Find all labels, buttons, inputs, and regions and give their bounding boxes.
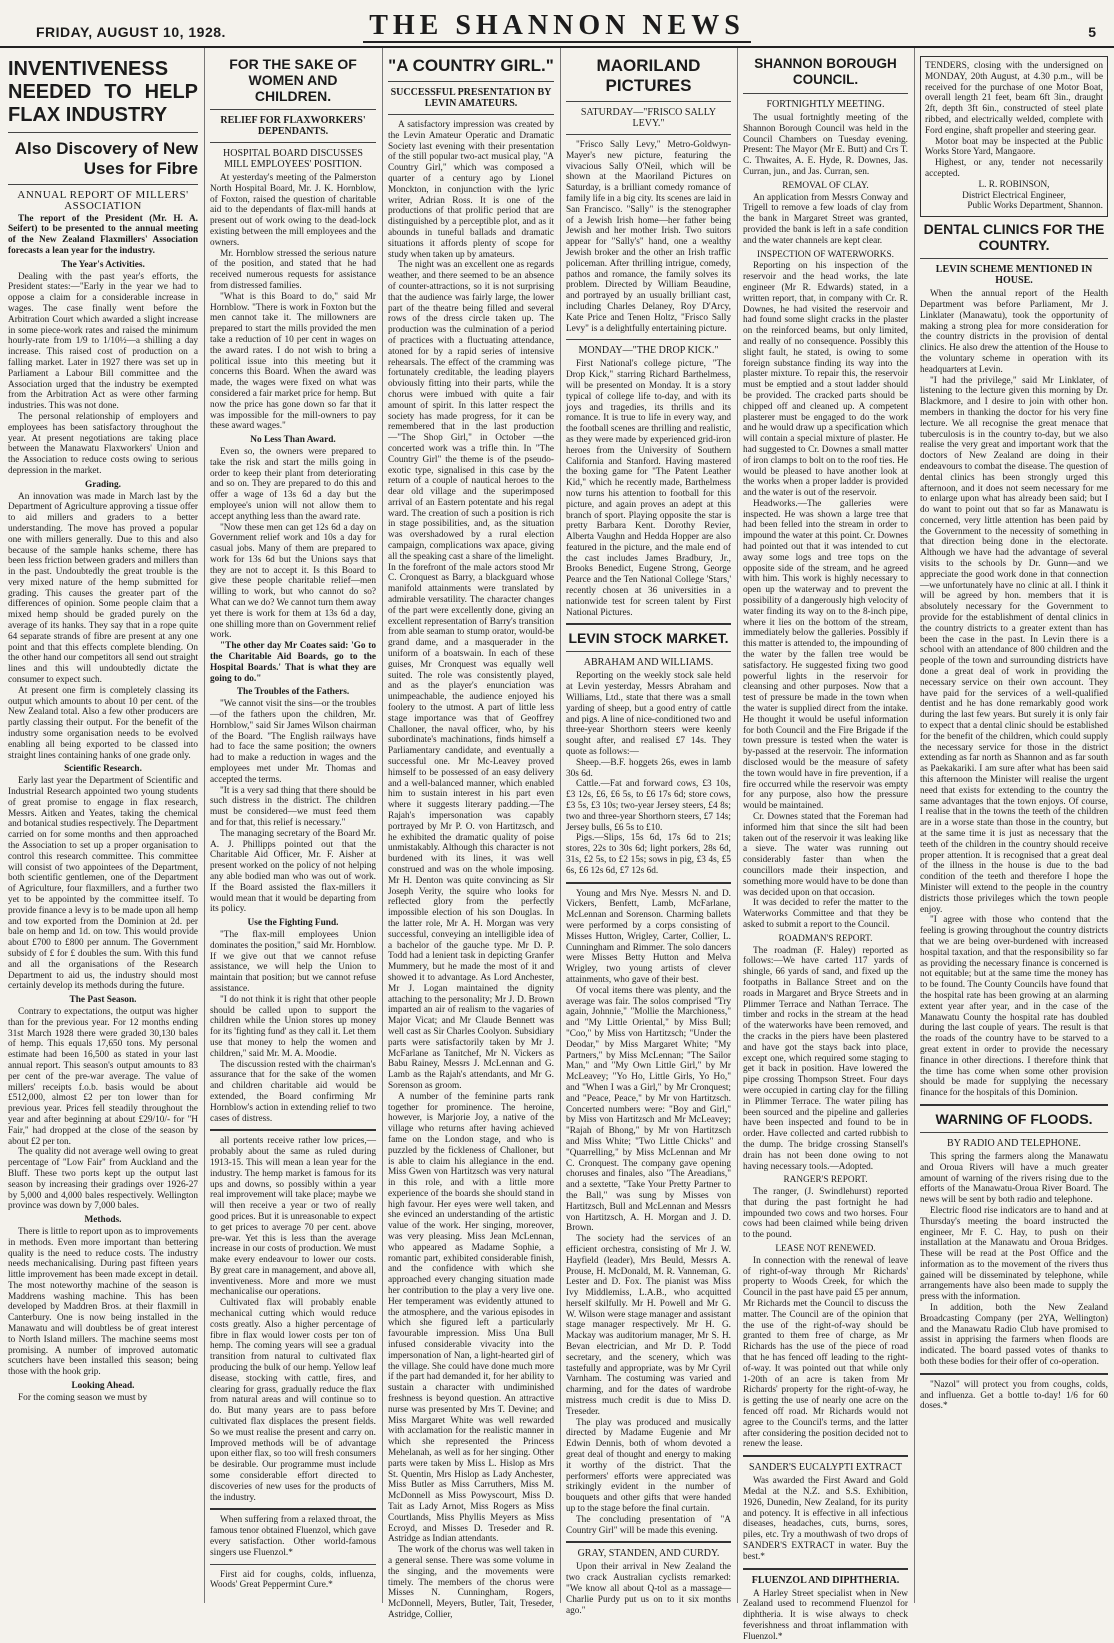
paragraph: Sheep.—B.F. hoggets 26s, ewes in lamb 30s 6d. xyxy=(566,757,731,779)
divider xyxy=(388,81,554,82)
paragraph: First National's college picture, "The Drop Kick," starring Richard Barthelmess, will be presented on Monday. It is a story typical of college life to-day, and with its joys and tragedies, its thrills and its romance. It is true to life in every way, and the football scenes are thrilling and realistic, as they were made by experienced grid-iron heroes from the University of Southern California and Stanford. Having mastered the boxing game for "The Patent Leather Kid," which he recently made, Barthelmess now turns his attention to football for this picture, and again proves an adept at this branch of sport. Playing opposite the star is pretty Barbara Kent. Dorothy Revier, Alberta Vaughn and Hedda Hopper are also featured in the picture, and the male end of the cast includes James Bradbury, Jr., Brooks Benedict, Eugene Strong, George Pearce and the Ten National College 'Stars,' recently chosen at 36 universities in a nationwide test for screen talent by First National Pictures. xyxy=(566,359,731,618)
flax-headline-2: Also Discovery of New Uses for Fibre xyxy=(14,139,198,178)
paragraph: "I agree with those who contend that the feeling is growing throughout the country districts that we are being over-burdened with increased hospital taxation, and that the responsibility so far as providing the necessary finance is concerned is not equitable; but at the same time the money has to be found. The County Councils have found that the hospital rate has been growing at an alarming extent year after year, and in the case of the Manawatu County the hospital rate has doubled during the last couple of years. The result is that the roads of the country have to be starved to a great extent in order to provide the necessary finance in other directions. I therefore think that the time has come when some other provision should be made for supplying the necessary finance for the hospitals of this Dominion. xyxy=(920,915,1108,1099)
paragraph: A satisfactory impression was created by the Levin Amateur Operatic and Dramatic Society last evening with their presentation of the still popular two-act musical play, "A Country Girl," which was composed a quarter of a century ago by Lionel Monckton, in conjunction with the lyric writer, Adrian Ross. It is one of the productions of that prolific period that are distinguished by a perceptible plot, and as it abounds in tuneful ballads and dramatic situations it affords plenty of scope for study when taken up by amateurs. xyxy=(388,120,554,260)
newspaper-title xyxy=(0,10,1114,42)
column-6 xyxy=(920,52,1108,1601)
paragraph: Reporting on the weekly stock sale held at Levin yesterday, Messrs Abraham and Williams, Ltd., state that there was a small yarding of sheep, but a good entry of cattle and pigs. A line of nice-conditioned two and three-year Shorthorn steers were keenly sought after, and realised £7 14s. They quote as follows:— xyxy=(566,671,731,758)
divider xyxy=(743,1568,908,1570)
column-rule xyxy=(914,48,915,1603)
side-heading: Methods. xyxy=(84,1215,122,1226)
paragraph: Early last year the Department of Scientific and Industrial Research appointed two young students of great promise to engage in flax research, Messrs. Aitken and Yeates, taking the chemical and botanical studies respectively. The Department carried on for some months and then approached the Association to set up a proper organisation to control this research committee. This committee will consist of two appointees of the Department, both scientific gentlemen, one of the Department of Agriculture, four flaxmillers, and a further two yet to be appointed by the committee itself. To provide finance a levy is to be made upon all hemp and tow exported from the Dominion at 2d. per bale on hemp and 1d. on tow. This would provide about £700 to £800 per annum. The Government subsidy of £ for £ doubles the sum. With this fund and all the organisations of the Research Department to aid us, the industry should most certainly develop its methods during the future. xyxy=(8,776,199,992)
tender-text: Motor boat may be inspected at the Public Works Store Yard, Mangaore. xyxy=(925,136,1103,158)
paragraph: Cattle.—Fat and forward cows, £3 10s, £3 12s, £6, £6 5s, to £6 17s 6d; store cows, £3 5s, £3 10s; two-year Jersey steers, £4 8s; two and three-year Shorthorn steers, £7 14s; Jersey bulls, £6 5s to £10. xyxy=(566,779,731,833)
column-4 xyxy=(566,52,731,1616)
divider xyxy=(743,1455,908,1457)
divider xyxy=(210,1564,376,1565)
column-rule xyxy=(560,48,561,1603)
paragraph: "I do not think it is right that other people should be called upon to support the children while the Union stores up money for its 'fighting fund' as they call it. Let them use that money to help the women and children," said Mr. M. A. Moodie. xyxy=(210,994,377,1059)
side-heading: ROADMAN'S REPORT. xyxy=(778,933,873,944)
divider xyxy=(566,134,731,135)
paragraph: all portents receive rather low prices,—probably about the same as ruled during 1913-15. This will mean a lean year for the industry. The hemp market is famous for its ups and downs, so possibly within a year real improvement will take place; maybe we will then receive a year or two of really good prices. But it is unreasonable to expect to get prices to average 70 per cent. above pre-war. Yet this is less than the average increase in our costs of production. We must make every endeavour to lower our costs. By great care in management, and above all, inventiveness. More and more we must mechanicalise our operations. xyxy=(210,1136,376,1298)
column-3 xyxy=(388,52,554,1620)
paragraph: The concluding presentation of "A Country Girl" will be made this evening. xyxy=(566,1514,731,1536)
deck-heading: FORTNIGHTLY MEETING. xyxy=(766,99,885,110)
paragraph: Cr. Downes stated that the Foreman had informed him that since the silt had been taken out of the reservoir it was leaking like a sieve. The water was running out considerably faster than when the councillors made their inspection, and something more would have to be done than was decided upon on that occasion. xyxy=(743,812,908,898)
paragraph: The discussion rested with the chairman's assurance that for the sake of the women and children charitable aid would be extended, the Board confirming Mr Hornblow's action in extending relief to two cases of distress. xyxy=(210,1059,376,1124)
paragraph: An application from Messrs Conway and Trigell to remove a few loads of clay from the bank in Margaret Street was granted, provided the bank is left in a safe condition and the water channels are kept clear. xyxy=(743,192,908,246)
deck-heading: RELIEF FOR FLAXWORKERS' DEPENDANTS. xyxy=(220,115,366,137)
country-girl-headline: "A COUNTRY GIRL." xyxy=(388,56,554,75)
side-heading: INSPECTION OF WATERWORKS. xyxy=(757,249,894,260)
divider xyxy=(920,258,1108,259)
tender-signature: L. R. ROBINSON, xyxy=(978,179,1050,190)
side-heading: RANGER'S REPORT. xyxy=(783,1175,868,1186)
paragraph: There is little to report upon as to improvements in methods. Even more important than bettering quality is the need to reduce costs. The industry needs mechanicalising. During past fifteen years little improvement has been made except in detail. The most noteworthy machine of the season is Maddrens washing machine. This has been developed by Maddren Bros. at their flaxmill in Canterbury. One is now being installed in the Manawatu and will doubtless be of great interest to North Island millers. The machine seems most promising. A number of improved automatic scutchers have been installed this season; being those with the hook grip. xyxy=(8,1226,198,1378)
side-heading: No Less Than Award. xyxy=(250,435,336,446)
borough-council-headline: SHANNON BOROUGH COUNCIL. xyxy=(754,56,897,87)
divider xyxy=(210,1129,376,1131)
side-heading: REMOVAL OF CLAY. xyxy=(782,180,869,191)
paragraph: A number of the feminine parts rank together for prominence. The heroine, however, is Marjorie Joy, a native of the village who returns after having achieved fame on the London stage, and who is puzzled by the fickleness of Challoner, but is able to claim his allegiance in the end. Miss Gwen von Hartitzsch was very natural in this role, and with a little more experience of the boards she should stand in high favour. Her eyes were well taken, and she evinced an understanding of the artistic value of the work. Her singing, moreover, was very pleasing. Miss Jean McLennan, who appeared as Madame Sophie, a romantic part, exhibited considerable finish, and the confidence with which she approached every changing situation made her contribution to the play a very live one. Her temperament was evidently attuned to the atmosphere, and the various episodes in which she figured left a particularly favourable impression. Miss Una Bull infused considerable vivacity into the impersonation of Nan, a light-hearted girl of the village. She could have done much more if the part had demanded it, for her ability to sustain a character with undiminished freshness is beyond question. An attractive nurse was presented by Mrs T. Devine; and Miss Margaret White was well rewarded with acclamation for the realistic manner in which she represented the Princess Mehelanah, as well as for her singing. Other parts were taken by Miss L. Hislop as Mrs St. Quentin, Mrs Hislop as Lady Anchester, Miss Butler as Miss Carruthers, Miss M. McDonnell as Miss Powyscourt, Miss D. Tait as Lady Arnot, Miss Rogers as Miss Courtlands, Miss Phyllis Meyers as Miss Ecroyd, and Misses D. Treseder and R. Astridge as Indian attendants. xyxy=(388,1091,554,1545)
paragraph: "The flax-mill employees Union dominates the position," said Mr. Hornblow. If we give out that we cannot refuse assistance, we will help the Union to maintain that position; but we cannot refuse assistance. xyxy=(210,929,376,994)
deck-heading: ABRAHAM AND WILLIAMS. xyxy=(583,657,714,669)
paragraph: "What is this Board to do," said Mr Hornblow. "There is work in Foxton but the men cannot take it. The millowners are prepared to start the mills provided the men take a reduction of 10 per cent in wages on the award rates. I do not wish to bring a political issue into this meeting but it concerns this Board. When the award was made, the wages were fixed on what was considered a fair market price for hemp. But now the price has gone down so far that it was impossible for the mill-owners to pay these award wages." xyxy=(210,291,376,432)
paragraph: At yesterday's meeting of the Palmerston North Hospital Board, Mr. J. K. Hornblow, of Foxton, raised the question of charitable aid to the dependants of flax-mill hands at present out of work owing to the dead-lock existing between the mill employees and the owners. xyxy=(210,173,376,248)
divider xyxy=(566,623,731,625)
dental-clinics-headline: DENTAL CLINICS FOR THE COUNTRY. xyxy=(923,221,1105,254)
tender-signature: District Electrical Engineer, xyxy=(962,190,1066,201)
paragraph: This spring the farmers along the Manawatu and Oroua Rivers will have a much greater amount of warning of the rivers rising due to the efforts of the Manawatu-Oroua River Board. The news will be sent by both radio and telephone. xyxy=(920,1151,1108,1206)
paragraph: "I had the privilege," said Mr Linklater, of listening to the lecture given this morning by Dr. Blackmore, and I desire to join with other hon. members in thanking the doctor for his very fine lecture. We all recognise the great menace that tuberculosis is in the country to-day, but we also realise the very great and important work that the doctors of New Zealand are doing in their endeavours to combat the disease. The question of dental clinics has been strongly urged this afternoon, and it does not seem necessary for me to enlarge upon what has already been said; but I do want to point out that so far as Manawatu is concerned, very little attention has been paid by the Government to the necessity of something in that direction being done in the electorate. Although we have had the advantage of several visits to the schools by Dr. Gunn—and we appreciate the good work done in that connection—we unfortunately have no clinic at all. I think it will be agreed by hon. members that it is absolutely necessary for the Government to provide for the establishment of dental clinics in the country districts to a greater extent than has been the case in the past. In Levin there is a school with an attendance of 800 children and the people of the town and surrounding districts have done a great deal of work in providing the necessary service on their own account. They have paid for the services of a well-qualified dentist and he has done remarkably good work during the last few years. But surely it is only fair to expect that a dental clinic should be established for the benefit of the children, which could supply the necessary service for those in the district extending as far north as Shannon and as far south as Paekakariki. I am sure after what has been said this afternoon the Minister will realise the urgent need that exists for extending to the country the same advantages that the town enjoys. Of course, I realise that in the towns the teeth of the children are in a worse state than those in the country, but at the same time it is just as necessary that the teeth of the children in the country should receive proper attention. It is recognised that a great deal of the illness in the house is due to the bad condition of the teeth and therefore I hope the Minister will extend to the people in the country districts those privileges which the town people enjoy. xyxy=(920,375,1108,915)
column-rule xyxy=(382,48,383,1603)
divider xyxy=(8,132,198,133)
paragraph: Young and Mrs Nye. Messrs N. and D. Vickers, Benfett, Lamb, McFarlane, McLennan and Sorenson. Charming ballets were performed by a corps consisting of Misses Hutton, Wrigley, Carter, Collier, L. Cunningham and Rimmer. The solo dancers were Misses Betty Hutton and Melva Wrigley, two young artists of clever attainments, who gave of their best. xyxy=(566,888,731,985)
paragraph: The usual fortnightly meeting of the Shannon Borough Council was held in the Council Chambers on Tuesday evening. Present: The Mayor (Mr E. Butt) and Crs T. C. Thwaites, A. E. Hyde, R. Downes, Jas. Curran, jun., and Jas. Curran, sen. xyxy=(743,113,908,177)
divider xyxy=(388,114,554,115)
flax-subhead: ANNUAL REPORT OF MILLERS' ASSOCIATION xyxy=(17,189,189,212)
divider xyxy=(566,1541,731,1543)
paragraph: The work of the chorus was well taken in a general sense. There was some volume in the singing, and the movements were timely. The members of the chorus were Misses N. Cunningham, Rogers, McDonnell, Meyers, Butler, Tait, Treseder, Astridge, Collier, xyxy=(388,1545,554,1620)
paragraph: In connection with the renewal of leave of right-of-way through Mr Richards' property to Woods Creek, for which the Council in the past have paid £5 per annum, Mr Richards met the Council to discuss the matter. The Council are of the opinion that the use of the right-of-way should be granted to them free of charge, as Mr Richards has the use of the piece of road that he has fenced off leading to the right-of-way. It was pointed out that while only 1-20th of an acre is taken from Mr Richards' property for the right-of-way, he is getting the use of nearly one acre on the fenced off road. Mr Richards would not agree to the Council's terms, and the latter after considering the position decided not to renew the lease. xyxy=(743,1255,908,1450)
paragraph: "It is a very sad thing that there should be such distress in the district. The children must be considered—we must feed them and for that, this relief is necessary." xyxy=(210,785,376,829)
divider xyxy=(566,101,731,102)
divider xyxy=(920,1373,1108,1375)
paragraph: Of vocal items there was plenty, and the average was fair. The solos comprised "Try again, Johnnie," "Mollie the Marchioness," and "My Little Oriental," by Miss Bull; "Coo," by Miss von Hartitzsch; "Under the Deodar," by Miss Margaret White; "My Partners," by Miss McLennan; "The Sailor Man," and "My Own Little Girl," by Mr McLeavey; "Yo Ho, Little Girls, Yo Ho," and "When I was a Girl," by Mr Cronquest; and "Peace, Peace," by Mr von Hartitzsch. Concerted numbers were: "Boy and Girl," by Miss von Hartitzsch and Mr McLeavey; "Rajah of Bhong," by Mr von Hartitzsch and Miss White; "Two Little Chicks" and "Quarrelling," by Miss McLennan and Mr C. Cronquest. The company gave opening choruses and finales, also "The Areadians," and a sextette, "Take Your Pretty Partner to the Ball," was sung by Misses von Hartitzsch, Bull and McLennan and Messrs von Hartitzsch, A. H. Morgan and J. D. Brown. xyxy=(566,985,731,1234)
paragraph: The ranger, (J. Swindlehurst) reported that during the past fortnight he had impounded two cows and two horses. Four cows had been claimed while being driven to the pound. xyxy=(743,1187,908,1241)
tender-text: Highest, or any, tender not necessarily accepted. xyxy=(925,158,1103,179)
paragraph: Reporting on his inspection of the reservoir and the head works, the late engineer (Mr R. Edwards) stated, in a written report, that, in company with Cr. R. Downes, he had visited the reservoir and had found some slight cracks in the plaster on the reinforced beams, but only limited, and really of no consequence. Possibly this slight fault, he stated, is owing to some foreign substance finding its way into the plaster mixture. To repair this, the reservoir must be emptied and a stout ladder should be provided. The cracked parts should be chipped off and cleaned up. A competent plasterer must be engaged to do the work and he would draw up a specification which will contain a special mixture of plaster. He had suggested to Cr. Downes a small matter of iron clamps to bolt on to the roof ties. He would be pleased to have another look at the works when a proper ladder is provided and the water is out of the reservoir. xyxy=(743,261,908,499)
paragraph: Cultivated flax will probably enable mechanical cutting which would reduce costs greatly. Also a higher percentage of fibre in flax would lower costs per ton of hemp. The coming years will see a gradual transition from natural to cultivated flax producing the bulk of our hemp. Yellow leaf disease, stocking with cattle, fires, and clearing for grass, gradually reduce the flax from natural areas and will continue so to do. But many years are to pass before cultivated flax displaces the present fields. So we must realise the present and carry on. Improved methods will be of advantage upon either flax, so too will fresh consumers be desirable. Our programme must include some considerable effort directed to discoveries of new uses for the products of the industry. xyxy=(210,1298,376,1503)
paragraph: Was awarded the First Award and Gold Medal at the N.Z. and S.S. Exhibition, 1926, Dunedin, New Zealand, for its purity and potency. It is effective in all infectious diseases, headaches, cuts, burns, sores, piles, etc. Try a mouthwash of two drops of SANDER'S EXTRACT in water. Buy the best.* xyxy=(743,1476,908,1562)
column-rule xyxy=(737,48,738,1603)
paragraph: When the annual report of the Health Department was before Parliament, Mr J. Linklater (Manawatu), took the opportunity of making a strong plea for more consideration for the country districts in the provision of dental clinics. He also drew the attention of the House to the voluntary scheme in operation with its headquarters at Levin. xyxy=(920,289,1108,375)
divider xyxy=(210,142,376,143)
paragraph: Headworks.—The galleries were inspected. He was shown a large tree that had been felled into the stream in order to impound the water at this point. Cr. Downes had pointed out that it was intended to cut away some logs and tree tops on the opposite side of the stream, and he agreed with him. This work is highly necessary to open up the waterway and to prevent the possibility of a dangerously high velocity of water finding its way on to the 8-inch pipe, where it lies on the bottom of the stream, immediately below the galleries. Possibly if this matter is attended to, the impounding of the water by the fallen tree would be satisfactory. He suggested fixing two good powerful lights in the reservoir for cleansing and other purposes. Now that a test of pressure be made in the town when the water is supplied direct from the intake. He thought it would be useful information for both Council and the Fire Brigade if the town pressure is tested when the water is by-passed at the reservoir. The information disclosed would be the measure of safety the town would have in fire prevention, if a fire occurred while the reservoir was empty for any purpose, also how the pressure would be maintained. xyxy=(743,498,908,812)
column-5 xyxy=(743,52,908,1642)
floods-headline: WARNING OF FLOODS. xyxy=(935,1110,1093,1127)
side-heading: Scientific Research. xyxy=(64,764,142,775)
side-heading: Grading. xyxy=(85,479,121,490)
peppermint-cure-ad: First aid for coughs, colds, influenza, Woods' Great Peppermint Cure.* xyxy=(210,1569,376,1591)
deck-heading: BY RADIO AND TELEPHONE. xyxy=(947,1137,1081,1149)
side-heading: Use the Fighting Fund. xyxy=(247,918,339,929)
eucalypti-headline: SANDER'S EUCALYPTI EXTRACT xyxy=(748,1462,903,1474)
paragraph: "Now these men can get 12s 6d a day on Government relief work and 10s a day for casual jobs. Many of them are prepared to work for 13s 6d but the Unions says that they are not to accept it. Is this Board to give these people charitable relief—men willing to work, but who cannot do so? What can we do? We cannot turn them away yet there is work for them at 13s 6d a day, one shilling more than on Government relief work. xyxy=(210,522,376,641)
paragraph: In addition, both the New Zealand Broadcasting Company (per 2YA, Wellington) and the Manawatu Radio Club have promised to assist in apprising the farmers when floods are indicated. The board passed votes of thanks to both these bodies for their offer of co-operation. xyxy=(920,1303,1108,1368)
paragraph: Electric flood rise indicators are to hand and at Thursday's meeting the board instructed the engineer, Mr F. C. Hay, to push on their installation at the Manawatu and Oroua Bridges. These will be read at the Post Office and the information as to the movement of the rivers thus gained will be disseminated by telephone, while arrangements have also been made to supply the press with the information. xyxy=(920,1205,1108,1303)
paragraph: "We cannot visit the sins—or the troubles—of the fathers upon the children, Mr. Hornblow," said Sir James Wilson chairman of the Board. "The English railways have had to face the same position; the owners had to make a reduction in wages and the employees met under Mr. Thomas and accepted the terms. xyxy=(210,699,376,785)
paragraph: Dealing with the past year's efforts, the President states:—"Early in the year we had to oppose a claim for a considerable increase in wages. The case finally went before the Arbitration Court which awarded a slight increase in some piece-work rates and raised the minimum hourly-rate from 1/9 to 1/10½—a shilling a day increase. This raised cost of production on a falling market. Later in 1927 there was set up in Parliament a Labour Bill committee and the Association urged that the industry be exempted from the Arbitration Act as were other farming industries. This was not done. xyxy=(8,271,198,412)
paragraph: "Frisco Sally Levy," Metro-Goldwyn-Mayer's new picture, featuring the vivacious Sally O'Neil, which will be shown at the Maoriland Pictures on Saturday, is a brilliant comedy romance of family life in a big city. Its scenes are laid in San Francisco. "Sally" is the stenographer of a Jewish Irish home—her father being Jewish and her mother Irish. Two suitors appear for "Sally's" hand, one a wealthy Jewish broker and the other an Irish traffic policeman. After thrilling intrigue, comedy, pathos and romance, the family solves its problem. Directed by William Beaudine, and portrayed by an usually brilliant cast, including Charles Delaney, Roy D'Arcy, Kate Price and Tenen Holtz, "Frisco Sally Levy" is a delightfully entertaining picture. xyxy=(566,140,731,334)
paragraph: Upon their arrival in New Zealand the two crack Australian cyclists remarked: "We know all about Q-tol as a massage—Charlie Purdy put us on to it six months ago." xyxy=(566,1562,731,1616)
cyclists-headline: GRAY, STANDEN, AND CURDY. xyxy=(577,1548,720,1560)
paragraph: Mr. Hornblow stressed the serious nature of the position, and stated that he had received numerous requests for assistance from distressed families. xyxy=(210,248,376,291)
side-heading: Looking Ahead. xyxy=(71,1381,135,1392)
divider xyxy=(8,184,198,185)
divider xyxy=(920,1104,1108,1106)
divider xyxy=(743,93,908,94)
deck-heading: SATURDAY—"FRISCO SALLY LEVY." xyxy=(580,107,717,129)
tender-text: TENDERS, closing with the undersigned on MONDAY, 20th August, at 4.30 p.m., will be received for the purchase of one Motor Boat, overall length 21 feet, beam 6ft 3in., draught 2ft, depth 3ft 6in., constructed of steel plate ribbed, and electrically welded, complete with Ford engine, shaft propeller and steering gear. xyxy=(925,61,1103,136)
paragraph: The society had the services of an efficient orchestra, consisting of Mr J. W. Hayfield (leader), Mrs Beuld, Messrs A. Prouse, H. McDonald, M. R. Vanneman, G. Lester and D. Fox. The pianist was Miss Ivy Middlemiss, L.A.B., who acquitted herself skilfully. Mr H. Powell and Mr G. W. Wilson were stage manager and assistant stage manager respectively. Mr H. G. Mackay was auditorium manager, Mr S. H. Bevan electrician, and Mr D. P. Todd secretary, and the scenery, which was tastefully and appropriate, was by Mr Cyril Varnham. The costuming was varied and charming, and for the dates of wardrobe mistress much credit is due to Miss D. Treseder. xyxy=(566,1234,731,1417)
paragraph: The managing secretary of the Board Mr. A. J. Phillipps pointed out that the Charitable Aid Officer, Mr. F. Aisher at present worked on the policy of not helping any able bodied man who was out of work. If the Board assisted the flax-millers it would mean that it would be departing from its policy. xyxy=(210,828,376,915)
fluenzol-headline: FLUENZOL AND DIPHTHERIA. xyxy=(751,1574,900,1586)
tender-signature: Public Works Department, Shannon. xyxy=(967,201,1103,212)
divider xyxy=(210,109,376,110)
paragraph: Even so, the owners were prepared to take the risk and start the mills going in order to keep their plant from deteriorating and so on. They are prepared to do this and offer a wage of 13s 6d a day but the employee's union will not allow them to accept anything less than the award rate. xyxy=(210,446,376,522)
divider xyxy=(566,339,731,340)
flax-headline: INVENTIVENESS NEEDED TO HELP FLAX INDUSTRY xyxy=(8,58,198,126)
newspaper-title-text: THE SHANNON NEWS xyxy=(363,10,751,43)
deck-heading: MONDAY—"THE DROP KICK." xyxy=(578,345,719,357)
side-heading: The Past Season. xyxy=(69,995,137,1006)
divider xyxy=(566,882,731,884)
maoriland-headline: MAORILAND PICTURES xyxy=(596,56,701,95)
paragraph: At present one firm is completely classing its output which amounts to about 10 per cent. of the New Zealand total. Also a few other producers are partly classing their output. For the benefit of the industry some organisation needs to be evolved enabling all being exported to be classed into straight lines containing hanks of one grade only. xyxy=(8,685,198,761)
fluenzol-ad: When suffering from a relaxed throat, the famous tenor obtained Fluenzol, which gave every satisfaction. Other world-famous singers use Fluenzol.* xyxy=(210,1515,376,1558)
paragraph: An innovation was made in March last by the Department of Agriculture approving a tissue offer to aid millers and graders to a better understanding. The move has proved a popular one with millers generally. Due to this and also because of the sample hanks scheme, there has been less friction between graders and millers than in the past. Undoubtedly the great trouble is the very mixed nature of the hemp submitted for grading. This causes the greater part of the differences of opinion. Some people claim that a mixed hemp should be graded purely on the average of its hanks. They say that in a rope quite 64 separate strands of fibre are present at any one point and that this effects complete blending. On the other hand our competitors all send out straight lines and this will undoubtedly dictate the consumer to expect such. xyxy=(8,491,198,686)
divider xyxy=(566,651,731,652)
side-heading: The Year's Activities. xyxy=(61,259,145,270)
paragraph: A Harley Street specialist when in New Zealand used to recommend Fluenzol for diphtheria. It is wise always to check feverishness and throat inflammation with Fluenzol.* xyxy=(743,1588,908,1642)
paragraph: "The other day Mr Coates said: 'Go to the Charitable Aid Boards, go to the Hospital Boards.' That is what they are going to do." xyxy=(210,641,376,684)
column-1 xyxy=(8,52,198,1601)
deck-heading: SUCCESSFUL PRESENTATION BY LEVIN AMATEURS. xyxy=(390,87,552,109)
paragraph: The quality did not average well owing to great percentage of "Low Fair" from Auckland and the Bluff. These two ports kept up the output last season by increasing their gradings over 1926-27 by 5,000 and 4,000 bales respectively. Wellington province was down by 7,000 bales. xyxy=(8,1147,198,1212)
paragraph: The play was produced and musically directed by Madame Eugenie and Mr Edwin Dennis, both of whom devoted a great deal of thought and energy to making it worthy of the district. That the performers' efforts were appreciated was strikingly evident in the number of bouquets and other gifts that were handed up to the stage before the final curtain. xyxy=(566,1417,731,1515)
side-heading: LEASE NOT RENEWED. xyxy=(775,1244,876,1255)
side-heading: The Troubles of the Fathers. xyxy=(236,687,350,698)
page-number: 5 xyxy=(1088,24,1096,40)
issue-date: FRIDAY, AUGUST 10, 1928. xyxy=(36,24,226,40)
masthead xyxy=(0,0,1114,48)
women-children-headline: FOR THE SAKE OF WOMEN AND CHILDREN. xyxy=(229,56,357,104)
paragraph: Pigs.—Slips, 15s 6d, 17s 6d to 21s; stores, 22s to 30s 6d; light porkers, 28s 6d, 31s, £2 5s, to £2 15s; sows in pig, £3 4s, £5 6s, £6 12s 6d, £7 12s 6d. xyxy=(566,833,731,876)
flax-lead: The report of the President (Mr. H. A. Seifert) to be presented to the annual meeting of the New Zealand Flaxmillers' Association forecasts a lean year for the industry. xyxy=(8,213,198,256)
tender-advert xyxy=(920,56,1108,217)
divider xyxy=(920,1132,1108,1133)
deck-heading: HOSPITAL BOARD DISCUSSES MILL EMPLOYEES' POSITION. xyxy=(223,148,363,170)
paragraph: For the coming season we must by xyxy=(18,1392,148,1403)
paragraph: It was decided to refer the matter to the Waterworks Committee and that they be asked to submit a report to the Council. xyxy=(743,898,908,930)
nazol-ad: "Nazol" will protect you from coughs, colds, and influenza. Get a bottle to-day! 1/6 for 60 doses.* xyxy=(920,1379,1108,1412)
divider xyxy=(210,1508,376,1510)
stock-market-headline: LEVIN STOCK MARKET. xyxy=(568,630,729,647)
deck-heading: LEVIN SCHEME MENTIONED IN HOUSE. xyxy=(935,264,1093,287)
column-2 xyxy=(210,52,376,1601)
column-rule xyxy=(204,48,205,1603)
paragraph: The night was an excellent one as regards weather, and there seemed to be an absence of counter-attractions, so it is not surprising that the audience was fairly large, the lower part of the theatre being filled and several rows of the dress circle taken up. The production was the culmination of a period of practices with a fluctuating attendance, atoned for by a rapid series of intensive rehearsals. The effect of the cramming was fortunately creditable, the leading players obviously fitting into their parts, while the chorus were imbued with quite a fair amount of spirit. In this latter respect the society has made progress, for it can be remembered that in the last production—"The Shop Girl," in October —the concerted work was a trifle thin. In "The Country Girl" the theme is of the pseudo-exotic type, signalised in this case by the return of a couple of nautical heroes to the dear old village and the superimposed arrival of an Eastern potentate and his regal ward. The creation of such a position is rich in stage possibilities, and, as the situation was overshadowed by a rural election campaign, complications wax apace, giving all the speaking cast a share of the limelight. In the forefront of the male actors stood Mr C. Cronquest as Barry, a blackguard whose manifold attainments were translated by admirable versatility. The character changes of the part were excellently done, giving an excellent representation of Barry's transition from able seaman to stump orator, would-be grand dame, and a masquerader in the uniform of a boatswain. In each of these guises, Mr Cronquest was equally well suited. The role was consistently played, and as the player's enunciation was unimpeachable, the audience enjoyed his foolery to the utmost. A part of little less stage importance was that of Geoffrey Challoner, the naval officer, who, by his subordinate's machinations, finds himself a Parliamentary candidate, and eventually a successful one. Mr Mc-Leavey proved himself to be possessed of an easy delivery and a well-balanced manner, which enabled him to sustain interest in his part even where it suggests literary padding.—The Rajah's impersonation was capably portrayed by Mr P. O. von Hartitzsch, and he exhibited the dramatic quality of poise unmistakably. Although this character is not burdened with its lines, it was well construed and was on the whole imposing. Mr H. Denton was quite convincing as Sir Joseph Verity, the squire who looks for reflected glory from the perfectly impossible election of his son Douglas. In the latter role, Mr A. H. Morgan was very successful, conveying an intelligible idea of a bachelor of the gauche type. Mr D. P. Todd had a lenient task in depicting Granfer Mummery, but he made the most of it and showed it to advantage. As Lord Anchester, Mr J. Logan maintained the dignity attaching to the personality; Mr J. D. Brown imparted an air of realism to the vagaries of Major Vicat; and Mr Claude Bennett was well cast as Sir Charles Coolyon. Subsidiary parts were satisfactorily taken by Mr J. McFarlane as Tanitchef, Mr N. Vickers as Babu Rainey, Messrs J. McLennan and G. Lamb as the Rajah's attendants, and Mr G. Sorenson as groom. xyxy=(388,260,554,1091)
paragraph: The roadman (F. Haley) reported as follows:—We have carted 117 yards of shingle, 66 yards of sand, and fixed up the footpaths in Ballance Street and on the roads in Margaret and Bryce Streets and in Plimmer Terrace and Nathan Terrace. The timber and rocks in the stream at the head of the waterworks have been removed, and the cracks in the piers have been plastered and have got the stays back into place, except one, which required some staging to get it back in position. Have lowered the pipe crossing Thompson Street. Four days were occupied in carting clay for the filling in Plimmer Terrace. The water piling has been sourced and the pipeline and galleries have been inspected and found to be in order. Have collected and carted rubbish to the dump. The bridge crossing Stansell's drain has not been done owing to not having necessary tools.—Adopted. xyxy=(743,945,908,1172)
paragraph: Contrary to expectations, the output was higher than for the previous year. For 12 months ending 31st March 1928 there were graded 30,130 bales of hemp. This equals 17,650 tons. My personal estimate had been 16,500 as stated in your last annual report. This season's output amounts to 83 per cent of the pre-war average. The value of millers' receipts f.o.b. basis would be about £512,000, almost £2 per ton lower than for previous year. Prices fell steadily throughout the year and after beginning at about £29/10/- for "H Fair," had dropped at the close of the season by about £2 per ton. xyxy=(8,1006,198,1147)
paragraph: The personal relationship of employers and employees has been satisfactory throughout the year. At present negotiations are taking place between the Manawatu Flaxworkers' Union and the Association to reduce costs owing to serious depression in the market. xyxy=(8,411,198,476)
